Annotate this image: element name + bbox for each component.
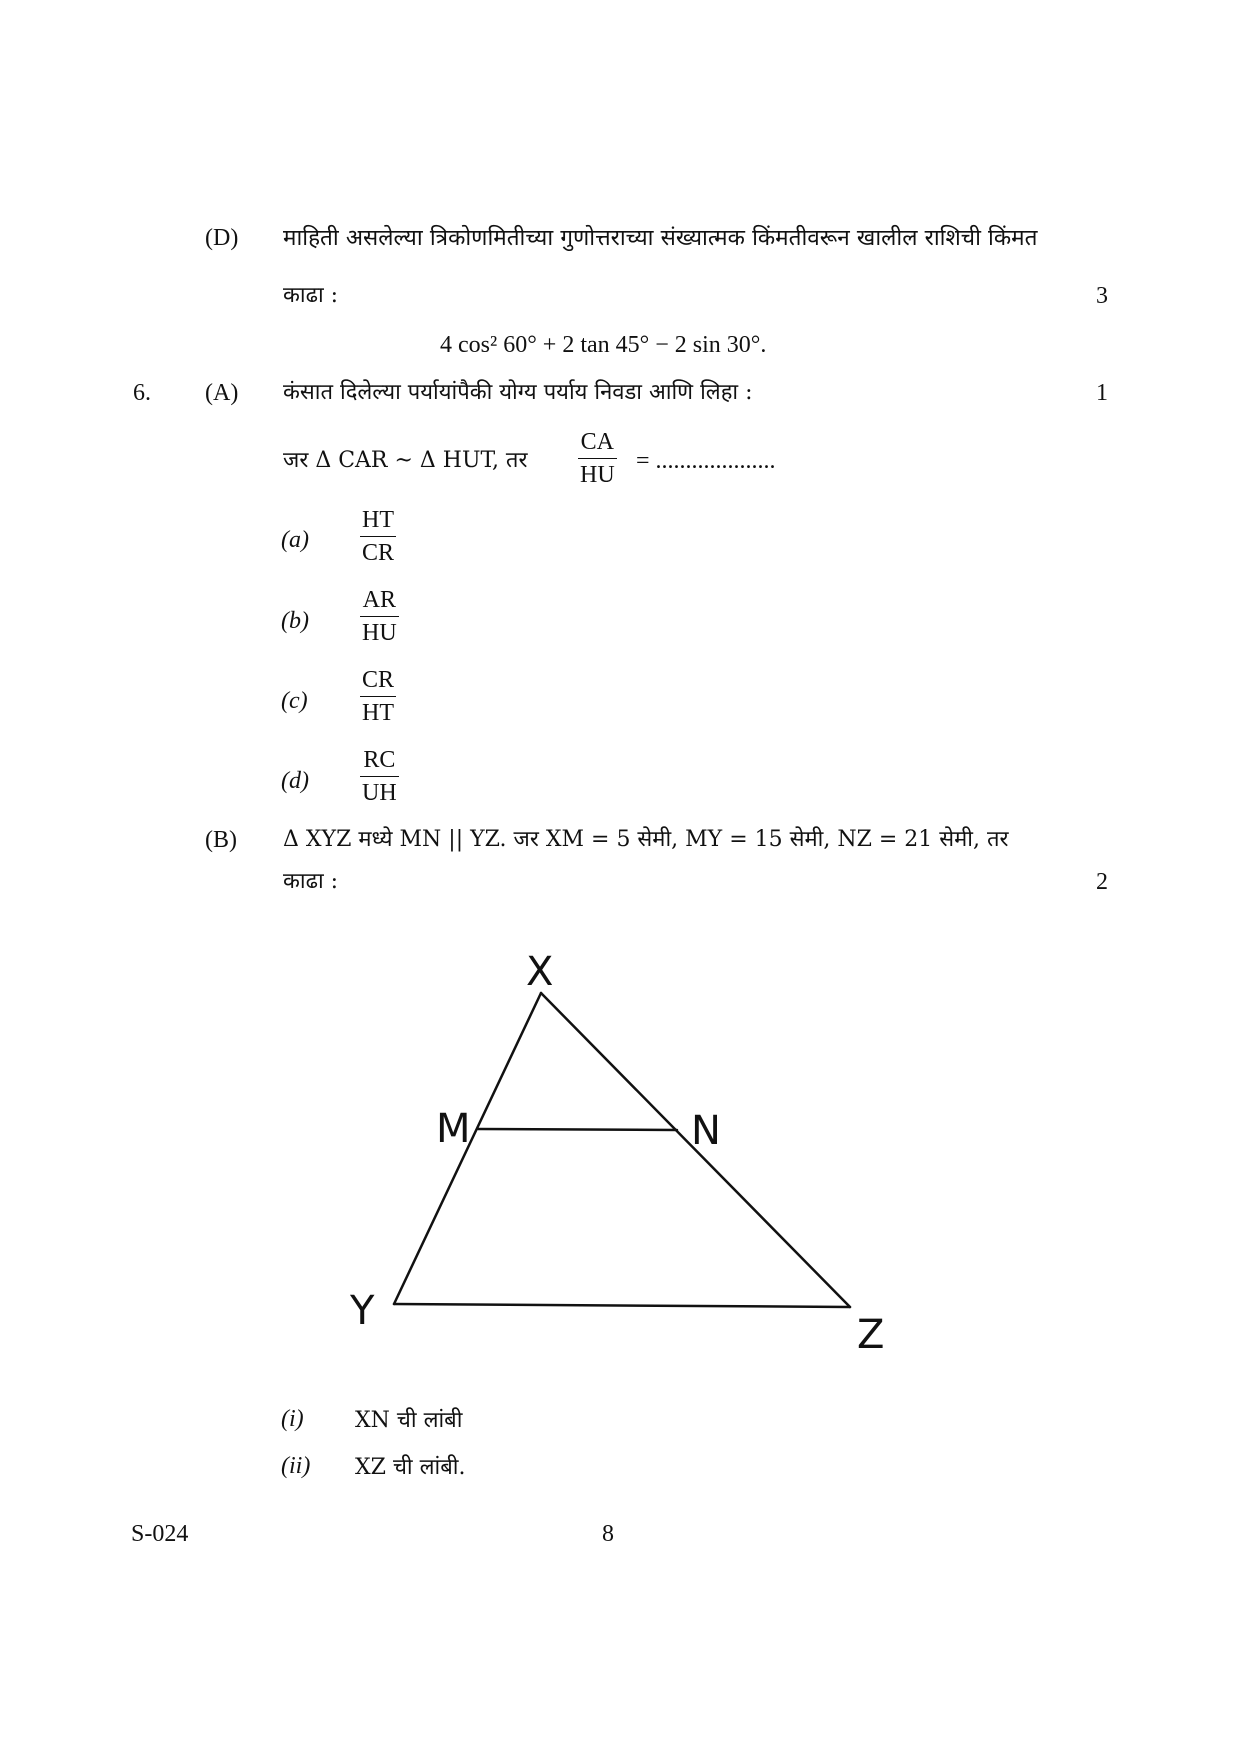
q6a-marks: 1	[1096, 380, 1108, 406]
option-a-bar	[360, 536, 396, 537]
option-d-fraction	[360, 745, 399, 808]
q6-number: 6.	[133, 380, 151, 406]
q5d-marks: 3	[1096, 283, 1108, 309]
q6a-label: (A)	[205, 380, 239, 406]
option-b-den: HU	[362, 620, 397, 646]
point-m-label: M	[436, 1106, 471, 1152]
subpart-i-text: XN ची लांबी	[355, 1408, 463, 1433]
q5d-text-line1: माहिती असलेल्या त्रिकोणमितीच्या गुणोत्तराच्या संख्यात्मक किंमतीवरून खालील राशिची किंमत	[283, 225, 1038, 251]
option-c-num: CR	[362, 667, 395, 693]
q6b-text-line1: Δ XYZ मध्ये MN || YZ. जर XM = 5 सेमी, MY = 15 सेमी, NZ = 21 सेमी, तर	[283, 827, 1009, 852]
q5d-label: (D)	[205, 225, 239, 251]
option-a-num: HT	[362, 507, 394, 533]
side-yz	[394, 1304, 850, 1307]
point-n-label: N	[691, 1108, 721, 1154]
option-d-num: RC	[363, 747, 396, 773]
subpart-ii-text: XZ ची लांबी.	[355, 1455, 466, 1480]
option-c-bar	[360, 696, 396, 697]
q6a-stem-den: HU	[580, 462, 615, 488]
subpart-i-label: (i)	[281, 1406, 304, 1432]
q6b-text-line2: काढा :	[283, 869, 339, 894]
q5d-text-line2: काढा :	[283, 283, 339, 308]
option-a-fraction	[360, 505, 396, 568]
option-c-fraction	[360, 665, 396, 728]
q6a-stem-num: CA	[580, 429, 614, 455]
option-d-label: (d)	[281, 768, 309, 794]
option-b-fraction	[360, 585, 399, 648]
option-c-den: HT	[362, 700, 394, 726]
footer-code: S-024	[131, 1521, 189, 1547]
option-b-bar	[360, 616, 399, 617]
vertex-x-label: X	[526, 949, 554, 995]
q6a-stem-bar	[578, 458, 617, 459]
vertex-y-label: Y	[350, 1288, 375, 1334]
option-b-label: (b)	[281, 608, 309, 634]
q5d-expression: 4 cos² 60° + 2 tan 45° − 2 sin 30°.	[440, 332, 767, 358]
triangle-figure	[330, 940, 910, 1360]
subpart-ii-label: (ii)	[281, 1453, 311, 1479]
q6a-stem-fraction	[578, 427, 617, 490]
option-d-bar	[360, 776, 399, 777]
option-d-den: UH	[362, 780, 397, 806]
vertex-z-label: Z	[857, 1312, 885, 1358]
option-a-label: (a)	[281, 527, 309, 553]
q6b-label: (B)	[205, 827, 237, 853]
q6a-instruction: कंसात दिलेल्या पर्यायांपैकी योग्य पर्याय निवडा आणि लिहा :	[283, 380, 753, 405]
page-number: 8	[602, 1521, 614, 1547]
option-c-label: (c)	[281, 688, 308, 714]
q6b-marks: 2	[1096, 869, 1108, 895]
segment-mn	[478, 1129, 677, 1130]
q6a-stem-prefix: जर Δ CAR ~ Δ HUT, तर	[283, 448, 528, 473]
q6a-stem-suffix: = ....................	[636, 448, 776, 474]
triangle-svg	[330, 940, 910, 1360]
option-a-den: CR	[362, 540, 395, 566]
option-b-num: AR	[362, 587, 396, 613]
